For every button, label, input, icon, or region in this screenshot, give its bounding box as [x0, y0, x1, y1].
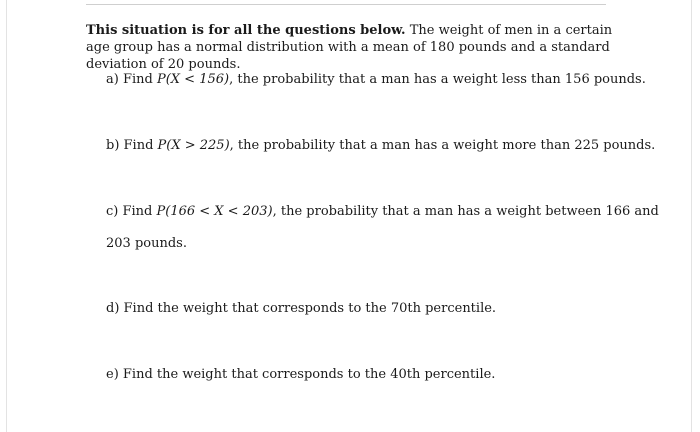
question-c-continuation: 203 pounds.: [106, 236, 187, 251]
question-b-prefix: b) Find: [106, 138, 158, 153]
question-b-math: P(X > 225): [157, 138, 230, 153]
question-c-text: , the probability that a man has a weight between 166 and: [272, 204, 659, 219]
problem-intro: [86, 22, 618, 73]
question-b: [106, 137, 655, 154]
top-divider: [86, 4, 606, 5]
question-a-prefix: a) Find: [106, 72, 157, 87]
question-b-text: , the probability that a man has a weight more than 225 pounds.: [229, 138, 656, 153]
question-c-math: P(166 < X < 203): [156, 204, 273, 219]
question-c: [106, 203, 659, 220]
question-a-math: P(X < 156): [156, 72, 230, 87]
question-d: d) Find the weight that corresponds to the 70th percentile.: [106, 301, 497, 316]
question-e: e) Find the weight that corresponds to the 40th percentile.: [106, 367, 496, 382]
question-a-text: , the probability that a man has a weight less than 156 pounds.: [229, 72, 646, 87]
intro-bold-lead: This situation is for all the questions below.: [86, 23, 406, 38]
question-a: [106, 71, 646, 88]
question-c-prefix: c) Find: [106, 204, 157, 219]
intro-text: The weight of men in a certain age group has a normal distribution with a mean of 180 pounds and a standard deviation of 20 pounds.: [86, 23, 613, 72]
